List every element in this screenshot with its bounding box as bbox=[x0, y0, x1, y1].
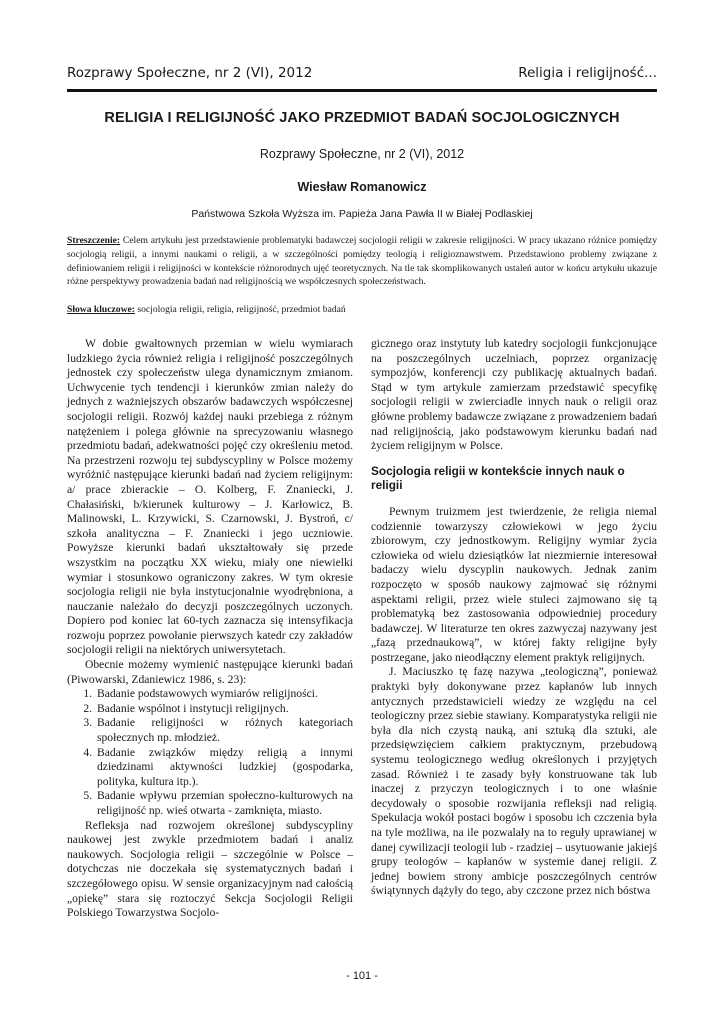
header-divider bbox=[67, 89, 657, 92]
list-item: 4. Badanie związków między religią a innymi dziedzinami aktywności ludzkiej (gospodarka, polityka, kultura itp.). bbox=[95, 746, 353, 790]
paragraph: gicznego oraz instytuty lub katedry socjologii funkcjonujące na poszczególnych uczelniach, poprzez organizację sympozjów, konferencji czy publikację aktualnych badań. Stąd w tym artykule zamierzam przedstawić specyfikę socjologii religii w zwierciadle innych nauk o religii oraz główne problemy badawcze związane z prowadzeniem badań nad religijnością, jako podstawowym kierunku badań nad życiem religijnym w Polsce. bbox=[371, 337, 657, 453]
keywords-label: Słowa kluczowe: bbox=[67, 304, 135, 315]
body-column-right bbox=[371, 337, 657, 899]
paragraph: Pewnym truizmem jest twierdzenie, że religia niemal codziennie towarzyszy człowiekowi w jego życiu zbiorowym, czy jednostkowym. Religijny wymiar życia człowieka od wielu dziesiątków lat niezmiernie interesował badaczy wielu dyscyplin naukowych. Jednak zanim rozpoczęto w sposób naukowy zajmować się różnymi aspektami religii, przez wiele stuleci zajmowano się tą problematyką bez zastosowania odpowiedniej procedury badawczej. W literaturze ten okres zazwyczaj nazywany jest „fazą przednaukową”, w której fakty religijne były postrzegane, jako nieodłączny element praktyk religijnych. bbox=[371, 504, 657, 664]
list-item: 2. Badanie wspólnot i instytucji religijnych. bbox=[95, 702, 353, 717]
abstract-text: Celem artykułu jest przedstawienie problematyki badawczej socjologii religii w zakresie religijności. W pracy ukazano różnice pomiędzy socjologią religii, a innymi naukami o religii, a w szczególności pomiędzy teologią i religioznawstwem. Przedstawiono problemy związane z definiowaniem religii i religijności w kontekście różnorodnych ujęć teoretycznych. Na tle tak skomplikowanych ustaleń autor w końcu artykułu ukazuje różne perspektywy prowadzenia badań nad religijnością we współczesnych społeczeństwach. bbox=[67, 235, 657, 288]
paragraph: W dobie gwałtownych przemian w wielu wymiarach ludzkiego życia również religia i religijność poszczególnych jednostek czy społeczeństw ulega dynamicznym zmianom. Uchwycenie tych tendencji i kierunków zmian należy do jednych z ważniejszych obszarów badawczych współczesnej socjologii religii. Rozwój każdej nauki przebiega z różnym natężeniem i polega głównie na sprecyzowaniu własnego przedmiotu badań, adekwatności pojęć czy określeniu metod. Na przestrzeni rozwoju tej subdyscypliny w Polsce możemy wyróżnić następujące kierunki badań nad życiem religijnym: a/ prace zbierackie – O. Kolberg, F. Znaniecki, J. Chałasiński, b/kierunek kulturowy – J. Karłowicz, B. Malinowski, L. Krzywicki, S. Czarnowski, J. Bystroń, c/ szkoła analityczna – F. Znaniecki i jego uczniowie. Powyższe kierunki badań ukształtowały się przede wszystkim na początku XX wieku, miały one niewielki wymiar i stosunkowo ograniczony zakres. W tym okresie socjologia religii nie była instytucjonalnie wyodrębniona, a nauczanie należało do decyzji poszczególnych uczonych. Dopiero pod koniec lat 60-tych zaznacza się intensyfikacja rozwoju poprzez powołanie pierwszych katedr czy zakładów socjologii religii na niektórych uniwersytetach. bbox=[67, 337, 353, 657]
research-directions-list bbox=[67, 687, 353, 818]
paragraph: Refleksja nad rozwojem określonej subdyscypliny naukowej jest zwykle przedmiotem badań i analiz naukowych. Socjologia religii – szczególnie w Polsce – dotychczas nie doczekała się systematycznych badań i szczegółowego opisu. W sensie organizacyjnym nad całością „opiekę” stara się roztoczyć Sekcja Socjologii Religii Polskiego Towarzystwa Socjolo- bbox=[67, 818, 353, 920]
running-header bbox=[67, 62, 657, 86]
keywords-text: socjologia religii, religia, religijność, przedmiot badań bbox=[137, 304, 346, 315]
running-header-journal: Rozprawy Społeczne, nr 2 (VI), 2012 bbox=[67, 65, 313, 81]
keywords bbox=[67, 303, 657, 317]
list-item: 1. Badanie podstawowych wymiarów religijności. bbox=[95, 687, 353, 702]
article-title: RELIGIA I RELIGIJNOŚĆ JAKO PRZEDMIOT BADAŃ SOCJOLOGICZNYCH bbox=[104, 110, 620, 126]
body-column-left bbox=[67, 337, 353, 921]
section-heading: Socjologia religii w kontekście innych nauk o religii bbox=[371, 463, 625, 493]
list-item: 5. Badanie wpływu przemian społeczno-kulturowych na religijność np. wieś otwarta - zamknięta, miasto. bbox=[95, 789, 353, 818]
list-item: 3. Badanie religijności w różnych kategoriach społecznych np. młodzież. bbox=[95, 716, 353, 745]
paragraph: Obecnie możemy wymienić następujące kierunki badań (Piwowarski, Zdaniewicz 1986, s. 23): bbox=[67, 658, 353, 686]
journal-citation: Rozprawy Społeczne, nr 2 (VI), 2012 bbox=[259, 147, 465, 161]
page-number: - 101 - bbox=[346, 970, 378, 982]
author-affiliation: Państwowa Szkoła Wyższa im. Papieża Jana Pawła II w Białej Podlaskiej bbox=[191, 208, 533, 220]
abstract bbox=[67, 234, 657, 289]
running-header-title: Religia i religijność... bbox=[518, 65, 657, 81]
author-name: Wiesław Romanowicz bbox=[297, 180, 427, 194]
abstract-label: Streszczenie: bbox=[67, 235, 121, 246]
paragraph: J. Maciuszko tę fazę nazywa „teologiczną”, ponieważ praktyki były dokonywane przez kapłanów lub innych antycznych przedstawicieli wiedzy ze względu na cel teologiczny przez siebie stawiany. Komparatystyka religii nie była dla nich czystą nauką, ani sztuką dla sztuki, ale przedsięwzięciem całkiem praktycznym, przebudową systemu teologicznego według określonych i przyjętych zasad. Również i te zasady były konstruowane tak lub inaczej z przyczyn teologicznych i to one właśnie decydowały o sposobie rozwijania refleksji nad religią. Spekulacja wokół postaci bogów i sposobu ich czczenia była na tyle możliwa, na ile pozwalały na to reguły uprawianej w danej cywilizacji teologii lub - rzadziej – usytuowanie jakiejś grupy teologów – kapłanów w systemie danej religii. Z jednej bowiem strony ambicje poszczególnych centrów świątynnych dążyły do tego, aby czczone przez nich bóstwa bbox=[371, 665, 657, 898]
